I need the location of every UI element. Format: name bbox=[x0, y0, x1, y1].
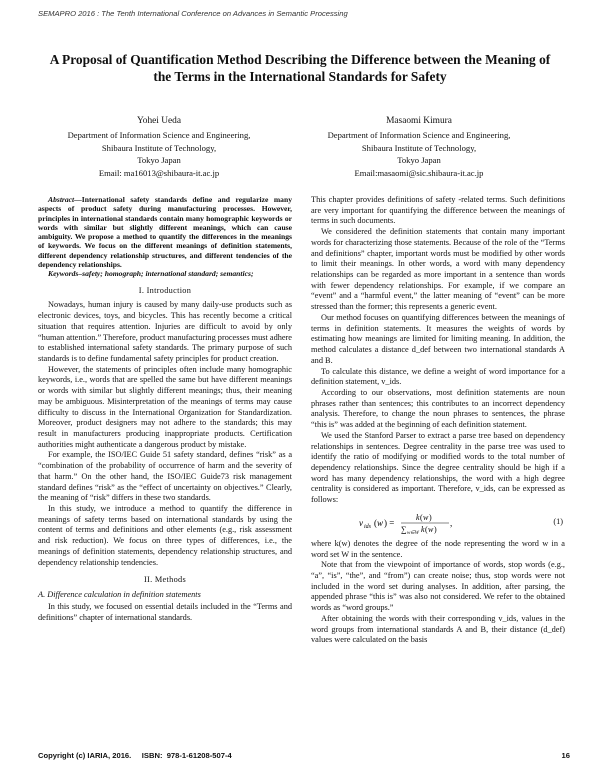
paragraph: Note that from the viewpoint of importance of words, stop words (e.g., “a”, “is”, “the”, and “from”) can create noise; thus, stop words were not included in the word set during analyses. In addition, after parsing, the appended phrase “this is” was also not considered. We refer to the obtained words as “word groups.” bbox=[311, 560, 565, 613]
footer-copyright: Copyright (c) IARIA, 2016. ISBN: 978-1-61208-507-4 bbox=[38, 751, 232, 760]
svg-text:v: v bbox=[359, 517, 363, 528]
paragraph: Our method focuses on quantifying differences between the meanings of terms in definition statements. It measures the weights of words by estimating how meanings are limited for limiting meaning. In addition, the method calculates a distance d_def between two international standards A and B. bbox=[311, 312, 565, 365]
paragraph: After obtaining the words with their corresponding v_ids, values in the word groups from international standards A and B, their distance (d_def) values were calculated on the basis bbox=[311, 613, 565, 645]
abstract bbox=[38, 195, 292, 269]
running-header: SEMAPRO 2016 : The Tenth International Conference on Advances in Semantic Processing bbox=[38, 9, 348, 18]
author-email: Email: ma16013@shibaura-it.ac.jp bbox=[98, 167, 220, 178]
paragraph: In this study, we introduce a method to quantify the difference in meanings of safety terms based on international standards by using the content of terms and definitions and other elements (e.g., risk assessment and risk reduction). We focus on three types of differences, i.e., the meanings of definition statements, dependency relationship structures, and dependency relationship tendencies. bbox=[38, 504, 292, 567]
svg-text:∑: ∑ bbox=[401, 524, 407, 534]
title-line: A Proposal of Quantification Method Describing the Difference between the Meaning of bbox=[49, 52, 551, 67]
svg-text:k: k bbox=[421, 524, 425, 534]
svg-text:k: k bbox=[416, 512, 420, 522]
paragraph: For example, the ISO/IEC Guide 51 safety standard, defines “risk” as a “combination of the probability of occurrence of harm and the severity of that harm.” On the other hand, the ISO/IEC Guide73 risk management standard defines “risk” as the “effect of uncertainty on objectives.” Clearly, the meaning of “risk” differs in these two standards. bbox=[38, 450, 292, 503]
abstract-label: Abstract bbox=[48, 195, 75, 204]
svg-text:w: w bbox=[377, 517, 384, 528]
paragraph: We used the Stanford Parser to extract a parse tree based on dependency relationships in sentences. Degree centrality in the parse tree was used to identify the ratio of modifying or modified words to the total number of dependency relationships. Since the degree centrality should be high if a word has many dependency relationships, the word with a high degree centrality is considered as important. Therefore, v_ids, can be expressed as follows: bbox=[311, 430, 565, 505]
svg-text:): ) bbox=[429, 512, 432, 522]
svg-text:,: , bbox=[450, 517, 453, 528]
left-column bbox=[38, 195, 292, 623]
svg-text:w: w bbox=[428, 524, 434, 534]
equation-1 bbox=[311, 511, 565, 533]
subsection-heading: A. Difference calculation in definition statements bbox=[38, 590, 201, 600]
author-affiliation: Shibaura Institute of Technology, bbox=[101, 142, 217, 153]
svg-text:(: ( bbox=[374, 517, 377, 528]
author-name: Yohei Ueda bbox=[136, 116, 182, 126]
abstract-text: —International safety standards define and regularize many aspects of product safety during manufacturing processes. However, principles in international standards contain many homographic keywords or words with similar but slightly different meanings, which can cause ambiguity. We propose a method to quantify the differences in the meanings of keywords. We focus on the different meanings of definition statements, different dependency relationship structures, and different tendencies of the dependency relationships. bbox=[38, 195, 292, 270]
author-block-1 bbox=[43, 115, 275, 179]
author-email: Email:masaomi@sic.shibaura-it.ac.jp bbox=[354, 167, 484, 178]
svg-text:): ) bbox=[434, 524, 437, 534]
svg-text:) =: ) = bbox=[384, 517, 395, 528]
paragraph: According to our observations, most definition statements are noun phrases rather than sentences; this contributes to an incorrect dependency analysis. Therefore, to change the noun phrases to sentences, the phrase “this is” was added at the beginning of each definition statement. bbox=[311, 387, 565, 430]
paragraph: To calculate this distance, we define a weight of word importance for a definition statement, v_ids. bbox=[311, 366, 565, 387]
author-name: Masaomi Kimura bbox=[386, 116, 452, 126]
right-column bbox=[311, 195, 565, 646]
svg-text:(: ( bbox=[425, 524, 428, 534]
paragraph: However, the statements of principles often include many homographic keywords, i.e., words that are spelled the same but have different meanings or words with similar but slightly different meanings; thus, their meaning may be ambiguous. Misinterpretation of the meanings of terms may cause difficulty to discuss in the International Organization for Standardization. Moreover, product designers may not adhere to the standards; this may result in manufacturers producing inappropriate products. Certification authorities might authenticate a dangerous product by mistake. bbox=[38, 364, 292, 449]
paragraph: We considered the definition statements that contain many important words for characterizing those statements. Because of the role of the “Terms and definitions” chapter, important words must be modified by other words to limit their meanings. In other words, a word with many dependency relationships can be regarded as more important in a sentence than words with fewer dependency relationships. For example, if we compare an “event” and a “harmful event,” the latter meaning of “event” can be more stressed than the former; this represents a generic event. bbox=[311, 227, 565, 312]
section-heading-methods: II. Methods bbox=[143, 575, 186, 585]
svg-text:(: ( bbox=[420, 512, 423, 522]
paragraph: This chapter provides definitions of safety -related terms. Such definitions are very important for quantifying the difference between the meanings of terms in such documents. bbox=[311, 195, 565, 226]
paragraph: Nowadays, human injury is caused by many daily-use products such as electronic devices, toys, and bicycles. This has recently become a critical situation that requires attention. Injuries are difficult to avoid by only “human attention.” Therefore, product manufacturing processes must adhere to established international safety standards. The primary purpose of such standards is to define fundamental safety principles for product creation. bbox=[38, 300, 292, 363]
author-location: Tokyo Japan bbox=[137, 155, 181, 166]
keywords: Keywords–safety; homograph; international standard; semantics; bbox=[48, 269, 254, 279]
author-block-2 bbox=[303, 115, 535, 179]
svg-text:w∈W: w∈W bbox=[407, 530, 419, 535]
paragraph: In this study, we focused on essential details included in the “Terms and definitions” chapter of international standards. bbox=[38, 601, 292, 622]
author-location: Tokyo Japan bbox=[397, 155, 441, 166]
paper-title bbox=[30, 51, 570, 85]
author-affiliation: Department of Information Science and Engineering, bbox=[67, 130, 251, 141]
title-line: the Terms in the International Standards for Safety bbox=[153, 69, 447, 84]
author-affiliation: Department of Information Science and Engineering, bbox=[327, 130, 511, 141]
page-number: 16 bbox=[561, 751, 570, 760]
equation-formula bbox=[311, 511, 565, 535]
section-heading-introduction: I. Introduction bbox=[138, 285, 192, 295]
author-affiliation: Shibaura Institute of Technology, bbox=[361, 142, 477, 153]
paragraph: where k(w) denotes the degree of the node representing the word w in a word set W in the sentence. bbox=[311, 538, 565, 559]
svg-text:w: w bbox=[423, 512, 429, 522]
equation-number: (1) bbox=[553, 516, 563, 526]
svg-text:ids: ids bbox=[364, 523, 372, 530]
